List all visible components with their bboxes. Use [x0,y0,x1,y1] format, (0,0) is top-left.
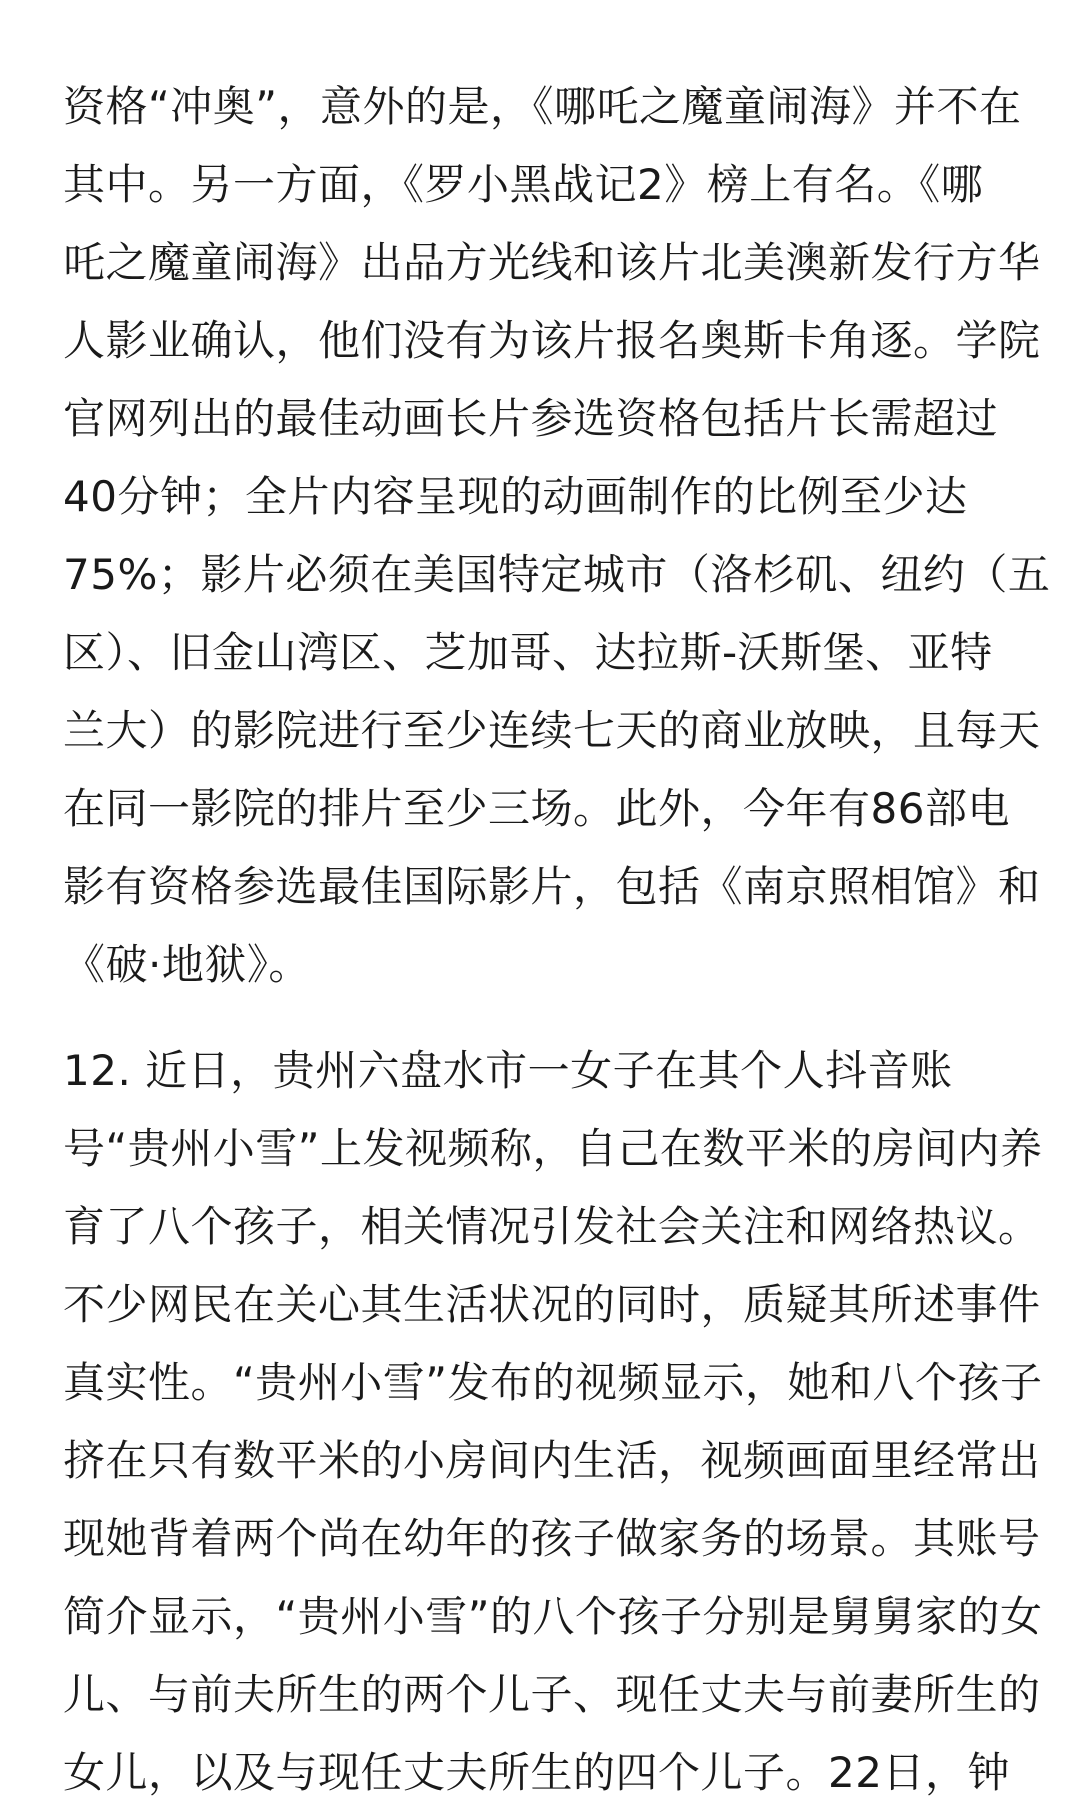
text-line: 40分钟；全片内容呈现的动画制作的比例至少达 [63,472,968,521]
text-line: 兰大）的影院进行至少连续七天的商业放映，且每天 [63,706,1041,755]
text-line: 官网列出的最佳动画长片参选资格包括片长需超过 [63,394,999,443]
text-line: 75%；影片必须在美国特定城市（洛杉矶、纽约（五 [63,550,1051,599]
text-line: 在同一影院的排片至少三场。此外，今年有86部电 [63,784,1010,833]
text-line: 其中。另一方面，《罗小黑战记2》榜上有名。《哪 [63,160,984,209]
text-line: 资格“冲奥”，意外的是，《哪吒之魔童闹海》并不在 [63,82,1022,131]
text-line: 挤在只有数平米的小房间内生活，视频画面里经常出 [63,1436,1041,1485]
text-line: 吒之魔童闹海》出品方光线和该片北美澳新发行方华 [63,238,1041,287]
text-line: 女儿，以及与现任丈夫所生的四个儿子。22日，钟 [63,1748,1010,1797]
text-line: 儿、与前夫所生的两个儿子、现任丈夫与前妻所生的 [63,1670,1041,1719]
paragraph-1 [63,68,1051,1004]
text-line: 不少网民在关心其生活状况的同时，质疑其所述事件 [63,1280,1041,1329]
text-line: 人影业确认，他们没有为该片报名奥斯卡角逐。学院 [63,316,1041,365]
text-line: 影有资格参选最佳国际影片，包括《南京照相馆》和 [63,862,1041,911]
text-line: 区）、旧金山湾区、芝加哥、达拉斯-沃斯堡、亚特 [63,628,993,677]
text-line: 现她背着两个尚在幼年的孩子做家务的场景。其账号 [63,1514,1041,1563]
paragraph-2 [63,1032,1043,1812]
text-line: 简介显示，“贵州小雪”的八个孩子分别是舅舅家的女 [63,1592,1043,1641]
text-line: 12. 近日，贵州六盘水市一女子在其个人抖音账 [63,1046,953,1095]
text-line: 《破·地狱》。 [63,940,311,989]
text-line: 育了八个孩子，相关情况引发社会关注和网络热议。 [63,1202,1041,1251]
text-line: 真实性。“贵州小雪”发布的视频显示，她和八个孩子 [63,1358,1043,1407]
text-line: 号“贵州小雪”上发视频称，自己在数平米的房间内养 [63,1124,1043,1173]
